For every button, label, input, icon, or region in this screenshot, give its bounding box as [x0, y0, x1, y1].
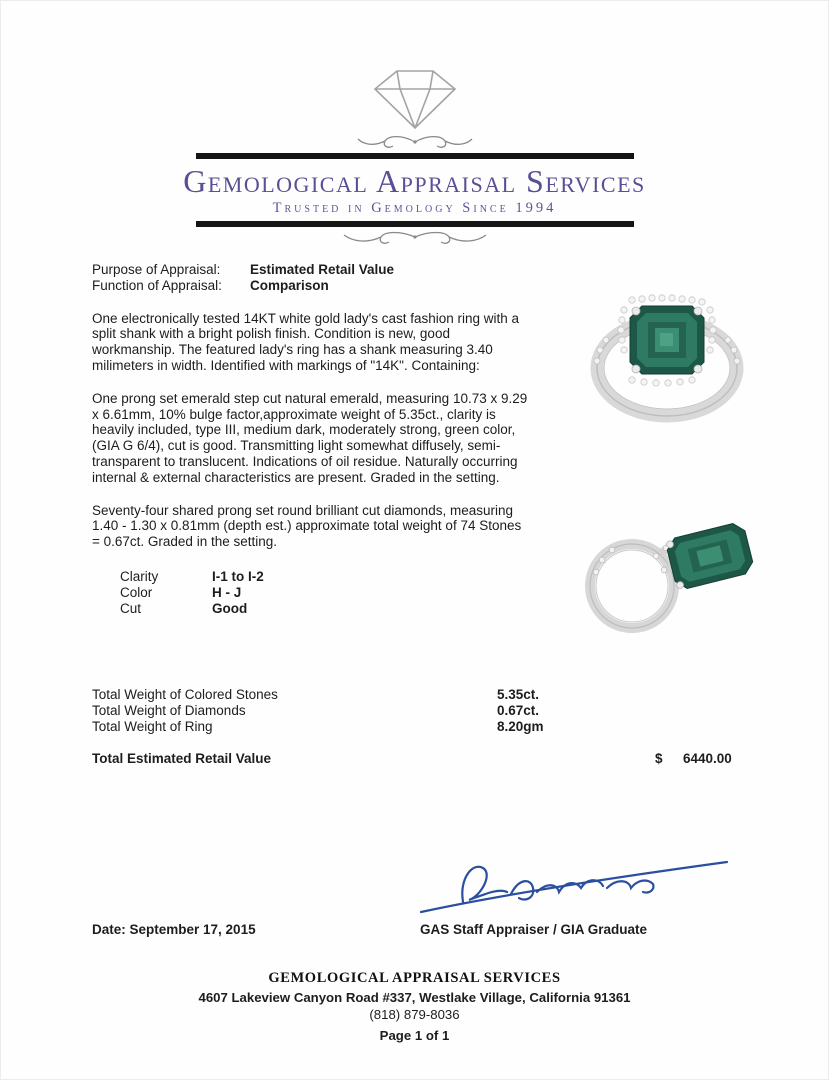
total-colored-stones-label: Total Weight of Colored Stones [92, 687, 278, 702]
function-value: Comparison [250, 277, 329, 293]
diamond-grades-table [120, 569, 530, 618]
clarity-label: Clarity [120, 568, 159, 584]
footer [0, 970, 829, 1043]
header [0, 66, 829, 248]
ring-top-view-image [552, 288, 782, 428]
total-colored-stones-value: 5.35ct. [497, 687, 540, 702]
diamonds-description-paragraph: Seventy-four shared prong set round brilliant cut diamonds, measuring 1.40 - 1.30 x 0.81mm (depth est.) approximate total weight of 74 Stones = 0.67ct. Graded in the setting. [92, 502, 522, 550]
cut-label: Cut [120, 601, 142, 617]
color-label: Color [120, 585, 153, 601]
signature-image [415, 848, 735, 926]
appraisal-date: Date: September 17, 2015 [92, 922, 256, 937]
purpose-row [92, 262, 530, 278]
purpose-value: Estimated Retail Value [250, 262, 395, 277]
ring-photo-top-view [552, 288, 782, 428]
cut-value: Good [212, 601, 248, 617]
ring-photo-side-view [552, 498, 782, 638]
header-rule-top [196, 153, 634, 159]
total-colored-stones-row [92, 687, 772, 703]
flourish-top-icon [355, 134, 475, 150]
flourish-bottom-icon [340, 230, 490, 246]
color-value: H - J [212, 585, 242, 601]
brand-tagline: Trusted in Gemology Since 1994 [272, 200, 557, 216]
footer-company-name: GEMOLOGICAL APPRAISAL SERVICES [268, 970, 561, 986]
ring-description-paragraph: One electronically tested 14KT white gold lady's cast fashion ring with a split shank with a bright polish finish. Condition is new, good workmanship. The featured lady's ring has a shank measuring 3.40 milimeters in width. Identified with markings of "14K". Containing: [92, 310, 520, 373]
grade-row-cut [120, 601, 530, 617]
total-ring-weight-value: 8.20gm [497, 719, 544, 734]
total-ring-weight-row [92, 719, 772, 735]
footer-address: 4607 Lakeview Canyon Road #337, Westlake Village, California 91361 [198, 990, 631, 1005]
grand-total-row [92, 751, 772, 766]
total-ring-weight-label: Total Weight of Ring [92, 719, 213, 734]
grade-row-clarity [120, 569, 530, 585]
footer-phone: (818) 879-8036 [369, 1007, 460, 1022]
brand-title: Gemological Appraisal Services [183, 163, 646, 199]
totals-table [92, 687, 772, 735]
ring-side-view-image [552, 498, 782, 638]
grand-total-currency: $ [655, 751, 663, 766]
appraisal-body [92, 262, 530, 618]
total-diamonds-row [92, 703, 772, 719]
grand-total-amount: 6440.00 [683, 751, 732, 766]
appraiser-title: GAS Staff Appraiser / GIA Graduate [420, 922, 648, 937]
page-number: Page 1 of 1 [379, 1028, 450, 1043]
emerald-description-paragraph: One prong set emerald step cut natural emerald, measuring 10.73 x 9.29 x 6.61mm, 10% bulge factor,approximate weight of 5.35ct., clarity is heavily included, type III, medium dark, moderately strong, green color, (GIA G 6/4), cut is good. Transmitting light somewhat diffusely, semi-transparent to translucent. Indications of oil residue. Naturally occurring internal & external characteristics are present. Graded in the setting. [92, 390, 528, 485]
total-diamonds-label: Total Weight of Diamonds [92, 703, 246, 718]
purpose-label: Purpose of Appraisal: [92, 262, 221, 277]
header-rule-bottom [196, 221, 634, 227]
grand-total-label: Total Estimated Retail Value [92, 751, 272, 766]
clarity-value: I-1 to I-2 [212, 568, 264, 584]
function-row [92, 278, 530, 294]
function-label: Function of Appraisal: [92, 277, 222, 293]
diamond-logo-icon [369, 66, 461, 132]
total-diamonds-value: 0.67ct. [497, 703, 540, 718]
grade-row-color [120, 585, 530, 601]
